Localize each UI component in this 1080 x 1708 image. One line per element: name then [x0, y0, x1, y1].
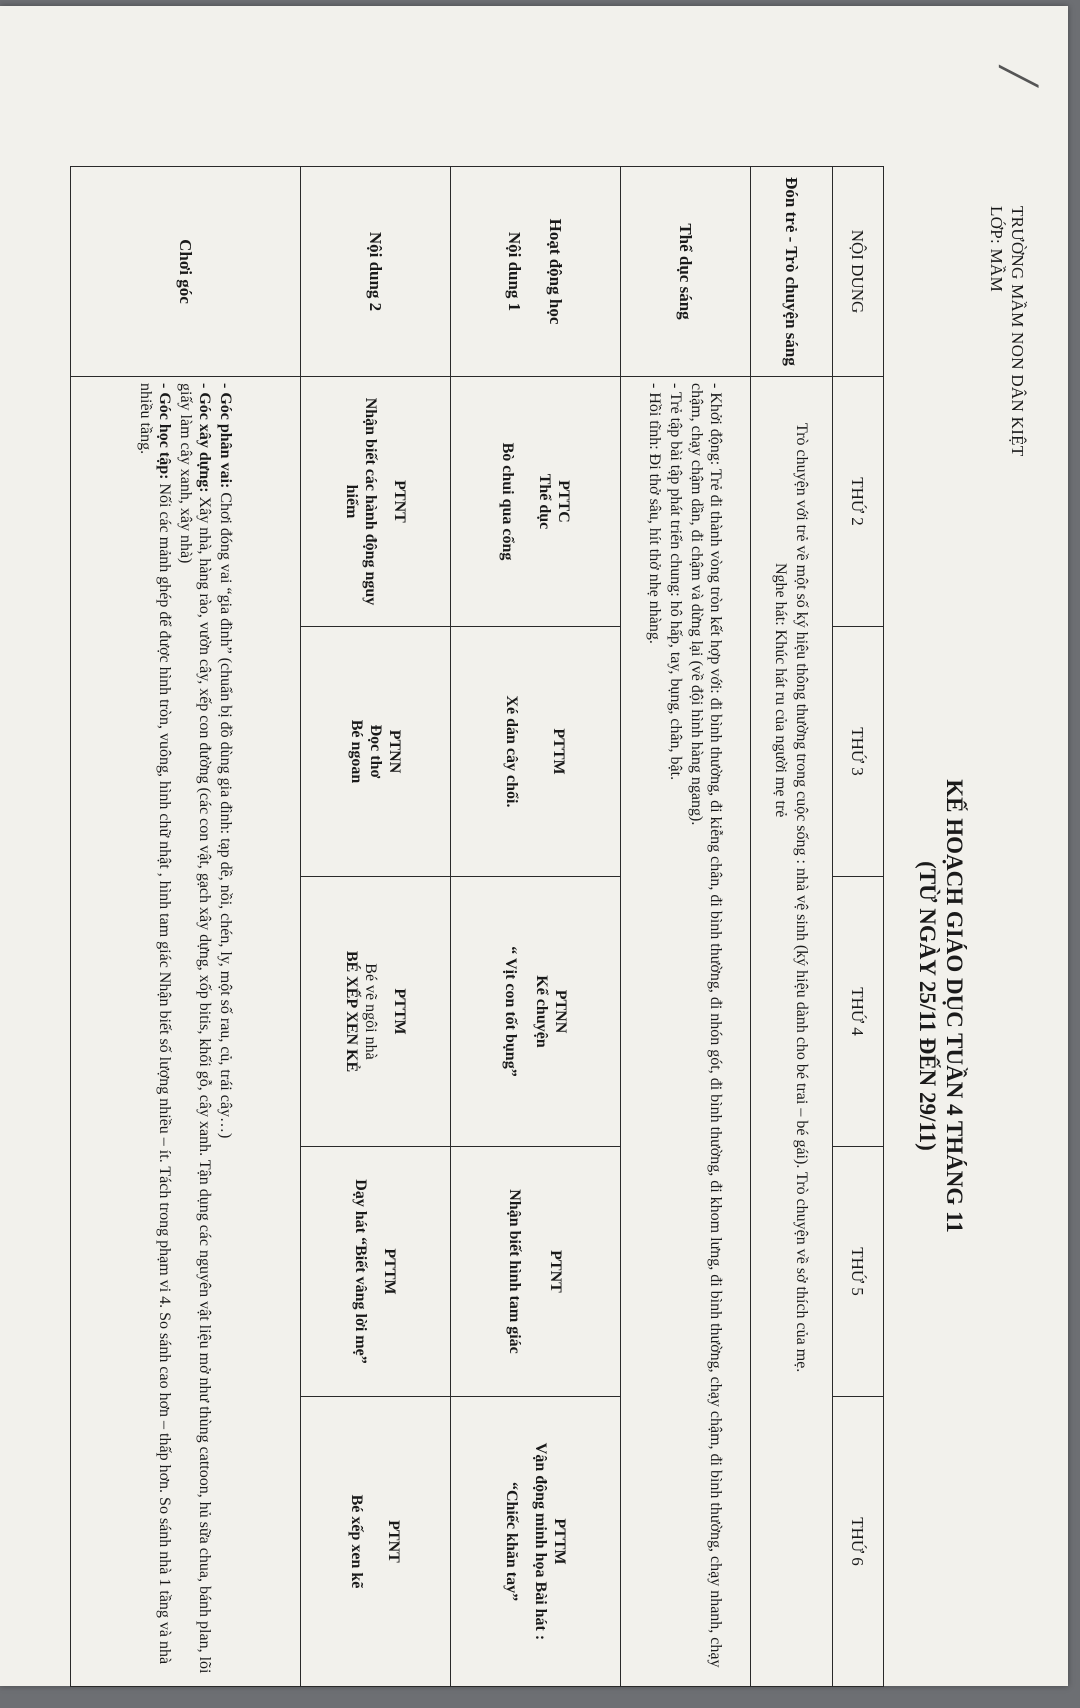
hd-thu4-area: PTNN	[552, 989, 569, 1034]
nd2-thu4-name: BÉ XẾP XEN KẺ	[343, 950, 360, 1073]
nd2-thu6-area: PTNT	[385, 1520, 403, 1563]
the-duc-line-1: - Khởi động: Trẻ đi thành vòng tròn kết hợp với: đi bình thường, đi kiễng chân, đi bình thường, đi nhón gót, đi bình thường, đi khom lưng, đi bình thường, chạy chậm, đi bình thường, chạy nhanh, chạy chậm, chạy chậm dần, đi chậm và dừng lại (về đội hình hàng ngang).	[688, 383, 725, 1668]
header-thu-6: THỨ 6	[833, 1397, 884, 1687]
cell-nd2-thu-3	[301, 627, 451, 877]
hd-thu6-song: “Chiếc khăn tay”	[503, 1481, 520, 1602]
hd-thu3-area: PTTM	[550, 728, 568, 775]
weekly-plan-table	[70, 166, 884, 1687]
choi-goc-p2-text: Xây nhà, hàng rào, vườn cây, xếp con đường (các con vật, gạch xây dựng, xốp bitis, khối gỗ, cây xanh. Tận dụng các nguyên vật liệu mở như thùng cattoon, hủ sữa chua, bánh plan, lõi giấy làm cây xanh, xây nhà)	[177, 383, 213, 1674]
header-noi-dung: NỘI DUNG	[833, 167, 884, 377]
label-noi-dung-1: Nội dung 1	[505, 231, 525, 312]
hd-thu4-subject: Kể chuyện	[533, 975, 550, 1048]
title-dates: (TỪ NGÀY 25/11 ĐẾN 29/11)	[915, 861, 940, 1151]
cell-nd2-thu-4	[301, 877, 451, 1147]
table-header-row	[833, 167, 884, 1687]
row-the-duc	[621, 167, 751, 1687]
don-tre-line-1: Trò chuyện với trẻ về một số ký hiệu thông thường trong cuộc sống : nhà vệ sinh (ký hiệu dành cho bé trai – bé gái). Trò chuyện về sở thích của mẹ.	[793, 423, 811, 1373]
row-hoat-dong-hoc	[451, 167, 621, 1687]
choi-goc-p3-text: Nối các mảnh ghép để được hình tròn, vuông, hình chữ nhật , hình tam giác Nhận biết số lượng nhiều – ít. Tách trong phạm vi 4. So sánh cao hơn – thấp hơn. So sánh nhà 1 tầng và nhà nhiều tầng.	[137, 383, 173, 1665]
nd2-thu4-subject: Bé vẽ ngôi nhà	[362, 963, 379, 1060]
choi-goc-p3	[136, 383, 174, 1680]
cell-choi-goc	[71, 377, 301, 1687]
class-name: LỚP: MẦM	[987, 206, 1006, 292]
school-header	[986, 206, 1028, 457]
choi-goc-p2	[176, 383, 214, 1680]
pen-mark-icon: ╱	[998, 66, 1038, 87]
cell-hd-thu-4	[451, 877, 621, 1147]
hd-thu5-area: PTNT	[547, 1250, 565, 1293]
choi-goc-p1-title: - Góc phân vai:	[217, 383, 234, 489]
label-hoat-dong	[451, 167, 621, 377]
label-noi-dung-2: Nội dung 2	[301, 167, 451, 377]
paper-sheet	[0, 6, 1068, 1686]
hd-thu5-name: Nhận biết hình tam giác	[506, 1189, 524, 1354]
hd-thu3-name: Xé dán cây chổi.	[503, 695, 521, 808]
row-don-tre	[751, 167, 833, 1687]
hd-thu2-name: Bò chui qua cổng	[499, 442, 516, 561]
row-noi-dung-2	[301, 167, 451, 1687]
nd2-thu2-area: PTNT	[391, 480, 408, 523]
cell-the-duc	[621, 377, 751, 1687]
hd-thu6-name: Vận động minh họa Bài hát :	[532, 1442, 549, 1641]
header-thu-3: THỨ 3	[833, 627, 884, 877]
rotated-document	[0, 6, 1068, 1686]
choi-goc-p1-text: Chơi đóng vai “gia đình” (chuẩn bị đồ dùng gia đình: tạp dề, nồi, chén, ly, một số rau, củ, trái cây…)	[217, 492, 234, 1139]
nd2-thu3-subject: Đọc thơ	[367, 724, 384, 779]
cell-nd2-thu-5	[301, 1147, 451, 1397]
cell-don-tre	[751, 377, 833, 1687]
label-choi-goc: Chơi góc	[71, 167, 301, 377]
cell-hd-thu-5	[451, 1147, 621, 1397]
cell-hd-thu-2	[451, 377, 621, 627]
cell-nd2-thu-2	[301, 377, 451, 627]
nd2-thu4-area: PTTM	[391, 988, 408, 1035]
nd2-thu5-area: PTTM	[381, 1248, 399, 1295]
nd2-thu3-name: Bé ngoan	[348, 719, 365, 784]
label-hoat-dong-hoc: Hoạt động học	[546, 218, 566, 325]
hd-thu2-area: PTTC	[555, 480, 572, 523]
nd2-thu2-name: Nhận biết các hành động nguy hiểm	[343, 397, 379, 606]
document-title	[914, 526, 968, 1486]
choi-goc-p2-title: - Góc xây dựng:	[196, 383, 213, 493]
school-name: TRƯỜNG MẦM NON DÂN KIỆT	[1008, 206, 1027, 457]
choi-goc-p3-title: - Góc học tập:	[156, 383, 173, 480]
nd2-thu3-area: PTNN	[386, 729, 403, 774]
title-main: KẾ HOẠCH GIÁO DỤC TUẦN 4 THÁNG 11	[942, 779, 967, 1233]
header-thu-2: THỨ 2	[833, 377, 884, 627]
hd-thu4-name: “ Vịt con tốt bụng”	[502, 946, 519, 1077]
header-thu-4: THỨ 4	[833, 877, 884, 1147]
hd-thu2-subject: Thể dục	[536, 473, 553, 530]
header-thu-5: THỨ 5	[833, 1147, 884, 1397]
hd-thu6-area: PTTM	[551, 1518, 568, 1565]
the-duc-line-2: - Trẻ tập bài tập phát triển chung: hô hấp, tay, bụng, chân, bật.	[667, 383, 685, 781]
label-don-tre: Đón trẻ - Trò chuyện sáng	[751, 167, 833, 377]
don-tre-line-2: Nghe hát: Khúc hát ru của người mẹ trẻ	[772, 563, 790, 818]
cell-hd-thu-3	[451, 627, 621, 877]
nd2-thu5-name: Dạy hát “Biết vâng lời mẹ”	[352, 1179, 370, 1364]
row-choi-goc	[71, 167, 301, 1687]
cell-hd-thu-6	[451, 1397, 621, 1687]
the-duc-line-3: - Hồi tĩnh: Đi thở sâu, hít thở nhẹ nhàng.	[646, 383, 664, 644]
label-the-duc: Thể dục sáng	[621, 167, 751, 377]
choi-goc-p1	[216, 383, 235, 1680]
cell-nd2-thu-6	[301, 1397, 451, 1687]
nd2-thu6-name: Bé xếp xen kẽ	[348, 1494, 366, 1589]
